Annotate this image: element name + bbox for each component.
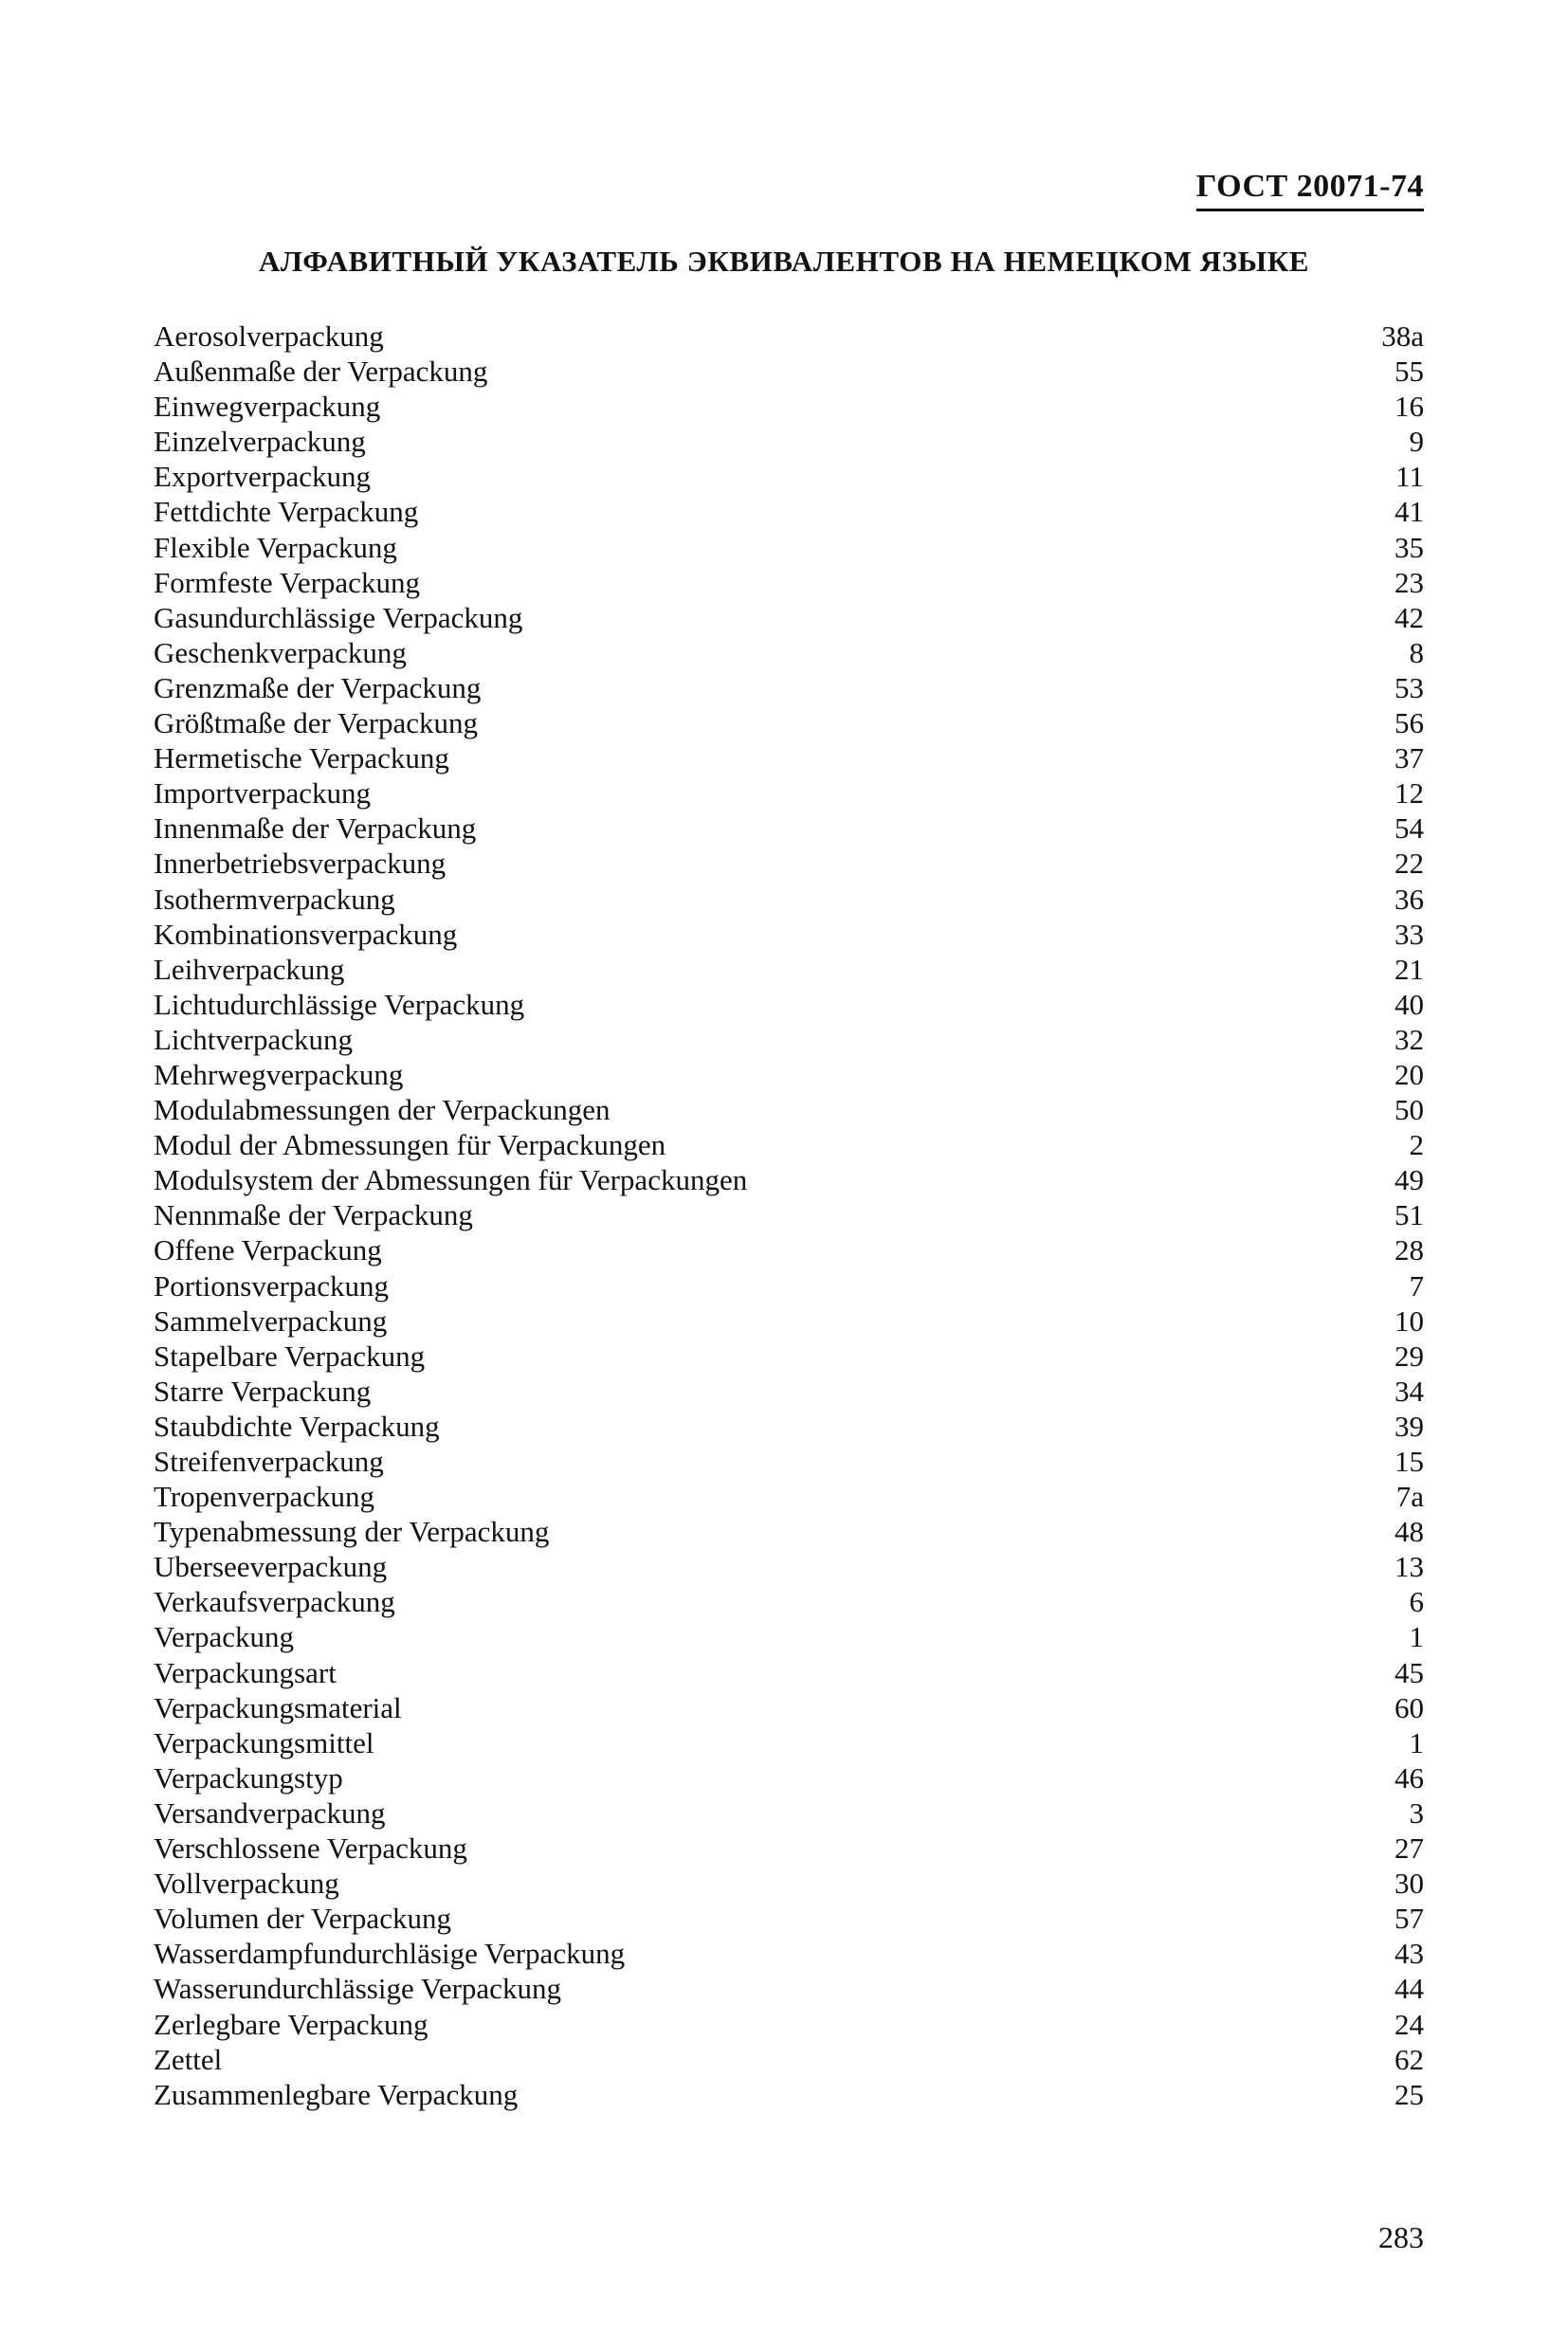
entry-number: 27 (1395, 1832, 1424, 1866)
index-entry (154, 1901, 1424, 1936)
entry-term: Verpackungstyp (154, 1760, 343, 1795)
index-entry (154, 987, 1424, 1022)
entry-number: 10 (1395, 1303, 1424, 1338)
entry-number: 22 (1395, 847, 1424, 881)
entry-number: 23 (1395, 565, 1424, 599)
index-entry (154, 1232, 1424, 1267)
entry-number: 9 (1409, 425, 1424, 459)
entry-number: 1 (1409, 1620, 1424, 1654)
entry-number: 48 (1395, 1515, 1424, 1549)
entry-number: 8 (1409, 635, 1424, 669)
entry-term: Wasserdampfundurchläsige Verpackung (154, 1937, 626, 1971)
entry-term: Verkaufsverpackung (154, 1585, 395, 1619)
index-entry (154, 882, 1424, 917)
index-entry (154, 1162, 1424, 1197)
index-entry (154, 1057, 1424, 1092)
index-entry (154, 705, 1424, 740)
entry-term: Leihverpackung (154, 952, 345, 986)
entry-number: 34 (1395, 1374, 1424, 1408)
entry-term: Verpackungsmaterial (154, 1690, 402, 1724)
entry-number: 37 (1395, 741, 1424, 775)
entry-term: Streifenverpackung (154, 1445, 384, 1478)
entry-term: Grenzmaße der Verpackung (154, 670, 482, 704)
index-entry (154, 2077, 1424, 2112)
entry-number: 53 (1395, 670, 1424, 704)
entry-term: Wasserundurchlässige Verpackung (154, 1972, 561, 2006)
entry-term: Zusammenlegbare Verpackung (154, 2077, 519, 2111)
entry-term: Zettel (154, 2042, 223, 2076)
entry-number: 24 (1395, 2007, 1424, 2041)
entry-term: Einwegverpackung (154, 390, 381, 424)
entry-number: 35 (1395, 530, 1424, 564)
entry-number: 40 (1395, 987, 1424, 1021)
entry-number: 13 (1395, 1550, 1424, 1584)
entry-number: 46 (1395, 1760, 1424, 1795)
index-entry (154, 1514, 1424, 1549)
entry-number: 2 (1409, 1128, 1424, 1162)
index-entry (154, 1866, 1424, 1901)
index-entry (154, 1022, 1424, 1057)
entry-number: 39 (1395, 1409, 1424, 1443)
entry-number: 6 (1409, 1585, 1424, 1619)
entry-term: Fettdichte Verpackung (154, 495, 419, 529)
entry-number: 7a (1395, 1480, 1424, 1514)
entry-term: Flexible Verpackung (154, 530, 397, 564)
index-entry (154, 1619, 1424, 1654)
index-entry (154, 635, 1424, 670)
entry-term: Lichtverpackung (154, 1022, 354, 1056)
entry-number: 16 (1395, 390, 1424, 424)
entry-number: 30 (1395, 1867, 1424, 1901)
index-entry (154, 811, 1424, 846)
entry-term: Modul der Abmessungen für Verpackungen (154, 1128, 666, 1162)
index-entry (154, 565, 1424, 600)
entry-number: 54 (1395, 811, 1424, 846)
index-entry (154, 1127, 1424, 1162)
entry-term: Exportverpackung (154, 460, 371, 494)
index-entry (154, 1936, 1424, 1971)
entry-number: 62 (1395, 2042, 1424, 2076)
entry-term: Verpackung (154, 1620, 295, 1654)
index-entry (154, 670, 1424, 705)
entry-term: Hermetische Verpackung (154, 741, 449, 775)
entry-number: 44 (1395, 1972, 1424, 2006)
entry-term: Innenmaße der Verpackung (154, 811, 477, 846)
index-entry (154, 2007, 1424, 2042)
index-entry (154, 1092, 1424, 1127)
index-entry (154, 1795, 1424, 1831)
index-entry (154, 1831, 1424, 1866)
index-entry (154, 459, 1424, 494)
entry-term: Innerbetriebsverpackung (154, 847, 447, 881)
entry-term: Staubdichte Verpackung (154, 1409, 440, 1443)
standard-code: ГОСТ 20071-74 (1196, 169, 1424, 211)
index-entry (154, 1584, 1424, 1619)
entry-number: 50 (1395, 1093, 1424, 1127)
entry-term: Außenmaße der Verpackung (154, 355, 488, 389)
entry-number: 60 (1395, 1690, 1424, 1724)
index-entry (154, 846, 1424, 881)
entry-number: 25 (1395, 2077, 1424, 2111)
entry-number: 51 (1395, 1198, 1424, 1232)
index-entry (154, 354, 1424, 389)
entry-term: Modulabmessungen der Verpackungen (154, 1093, 611, 1127)
entry-term: Offene Verpackung (154, 1233, 382, 1267)
index-title: АЛФАВИТНЫЙ УКАЗАТЕЛЬ ЭКВИВАЛЕНТОВ НА НЕМЕЦКОМ ЯЗЫКЕ (258, 245, 1310, 278)
index-entry (154, 952, 1424, 987)
index-entry (154, 1374, 1424, 1409)
index-entry (154, 1339, 1424, 1374)
entry-number: 43 (1395, 1937, 1424, 1971)
index-entry (154, 1268, 1424, 1303)
entry-term: Isothermverpackung (154, 882, 395, 916)
entry-term: Tropenverpackung (154, 1480, 375, 1514)
index-entry (154, 1549, 1424, 1584)
index-entry (154, 917, 1424, 952)
alphabetical-index-list (154, 319, 1424, 2112)
entry-term: Volumen der Verpackung (154, 1902, 451, 1936)
index-entry (154, 1444, 1424, 1479)
index-entry (154, 1197, 1424, 1232)
entry-number: 28 (1395, 1233, 1424, 1267)
entry-number: 21 (1395, 952, 1424, 986)
entry-term: Zerlegbare Verpackung (154, 2007, 428, 2041)
entry-number: 29 (1395, 1339, 1424, 1373)
index-entry (154, 319, 1424, 354)
entry-number: 20 (1395, 1057, 1424, 1091)
document-header (1196, 169, 1424, 211)
entry-number: 11 (1395, 460, 1424, 494)
entry-number: 41 (1395, 495, 1424, 529)
entry-number: 15 (1395, 1445, 1424, 1478)
entry-number: 7 (1409, 1268, 1424, 1303)
index-entry (154, 2042, 1424, 2077)
index-entry (154, 1655, 1424, 1690)
index-entry (154, 1303, 1424, 1339)
entry-number: 33 (1395, 917, 1424, 951)
entry-term: Gasundurchlässige Verpackung (154, 600, 523, 634)
entry-term: Aerosolverpackung (154, 319, 384, 353)
entry-term: Starre Verpackung (154, 1374, 372, 1408)
entry-number: 42 (1395, 600, 1424, 634)
index-entry (154, 1971, 1424, 2006)
index-entry (154, 1479, 1424, 1514)
entry-term: Kombinationsverpackung (154, 917, 458, 951)
entry-term: Größtmaße der Verpackung (154, 706, 479, 740)
entry-number: 38a (1381, 319, 1424, 353)
index-entry (154, 494, 1424, 529)
entry-number: 36 (1395, 882, 1424, 916)
entry-term: Versandverpackung (154, 1795, 386, 1830)
index-entry (154, 389, 1424, 424)
index-entry (154, 530, 1424, 565)
index-entry (154, 740, 1424, 775)
entry-number: 56 (1395, 706, 1424, 740)
index-entry (154, 600, 1424, 635)
entry-term: Formfeste Verpackung (154, 565, 420, 599)
entry-term: Nennmaße der Verpackung (154, 1198, 473, 1232)
index-entry (154, 1409, 1424, 1444)
index-entry (154, 1760, 1424, 1795)
entry-term: Vollverpackung (154, 1867, 339, 1901)
entry-number: 3 (1409, 1795, 1424, 1830)
entry-term: Sammelverpackung (154, 1303, 388, 1338)
entry-term: Importverpackung (154, 776, 371, 811)
entry-number: 12 (1395, 776, 1424, 811)
index-entry (154, 1725, 1424, 1760)
entry-term: Uberseeverpackung (154, 1550, 388, 1584)
entry-number: 55 (1395, 355, 1424, 389)
entry-term: Modulsystem der Abmessungen für Verpackungen (154, 1163, 748, 1197)
entry-number: 32 (1395, 1022, 1424, 1056)
index-entry (154, 424, 1424, 459)
entry-term: Mehrwegverpackung (154, 1057, 404, 1091)
page-number: 283 (1378, 2220, 1424, 2254)
entry-number: 57 (1395, 1902, 1424, 1936)
entry-term: Geschenkverpackung (154, 635, 407, 669)
entry-term: Portionsverpackung (154, 1268, 389, 1303)
entry-term: Stapelbare Verpackung (154, 1339, 426, 1373)
entry-term: Verpackungsmittel (154, 1725, 374, 1759)
entry-number: 45 (1395, 1655, 1424, 1689)
index-entry (154, 1690, 1424, 1725)
entry-term: Typenabmessung der Verpackung (154, 1515, 550, 1549)
entry-term: Lichtudurchlässige Verpackung (154, 987, 525, 1021)
entry-term: Einzelverpackung (154, 425, 366, 459)
entry-number: 49 (1395, 1163, 1424, 1197)
entry-term: Verschlossene Verpackung (154, 1832, 467, 1866)
index-entry (154, 775, 1424, 811)
entry-term: Verpackungsart (154, 1655, 337, 1689)
entry-number: 1 (1409, 1725, 1424, 1759)
